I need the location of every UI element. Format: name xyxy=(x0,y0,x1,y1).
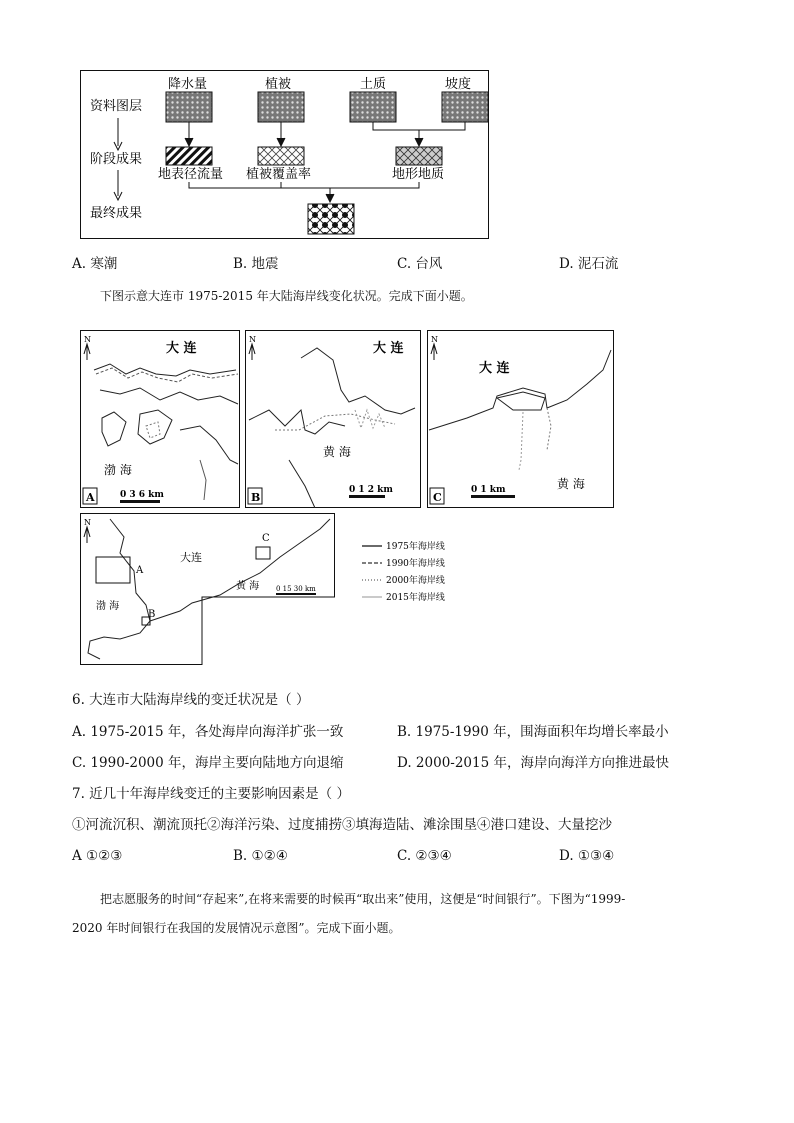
stage-label-coverage: 植被覆盖率 xyxy=(246,167,312,182)
map-b-city: 大 连 xyxy=(373,341,404,356)
q5-option-a: A. 寒潮 xyxy=(72,256,118,272)
map-b-scale: 0 1 2 km xyxy=(349,485,393,495)
input-label-precipitation: 降水量 xyxy=(168,77,208,92)
overview-sea2: 黄 海 xyxy=(236,581,260,592)
stage-label-terrain: 地形地质 xyxy=(392,167,445,182)
q7-factors: ①河流沉积、潮流顶托②海洋污染、过度捕捞③填海造陆、滩涂围垦④港口建设、大量挖沙 xyxy=(72,817,612,833)
q5-option-b: B. 地震 xyxy=(233,256,279,272)
input-box-precipitation xyxy=(166,92,212,122)
map-a-letter: A xyxy=(86,491,95,504)
q6-option-a: A. 1975-2015 年，各处海岸向海洋扩张一致 xyxy=(72,724,344,740)
input-label-vegetation: 植被 xyxy=(265,77,292,92)
overview-label-a: A xyxy=(136,565,144,576)
map-a-sea: 渤 海 xyxy=(104,463,132,477)
flowchart-figure xyxy=(80,70,490,240)
q5-option-c: C. 台风 xyxy=(397,256,443,272)
map-b-north: N xyxy=(249,335,256,344)
q6-option-c: C. 1990-2000 年，海岸主要向陆地方向退缩 xyxy=(72,755,344,771)
map-c-scale: 0 1 km xyxy=(471,485,506,495)
q7-stem: 7. 近几十年海岸线变迁的主要影响因素是（ ） xyxy=(72,786,350,802)
input-label-soil: 土质 xyxy=(360,77,387,92)
map-c-north: N xyxy=(431,335,438,344)
flowchart-svg xyxy=(80,70,490,240)
q7-option-d: D. ①③④ xyxy=(559,848,615,864)
legend-2015: 2015年海岸线 xyxy=(386,593,445,603)
stage-box-terrain xyxy=(396,147,442,165)
legend-1975: 1975年海岸线 xyxy=(386,542,445,552)
overview-map xyxy=(80,513,335,665)
final-result-box xyxy=(308,204,354,234)
q6-option-b: B. 1975-1990 年，围海面积年均增长率最小 xyxy=(397,724,669,740)
map-b-letter: B xyxy=(251,491,261,504)
row-label-data-layer: 资料图层 xyxy=(90,99,143,114)
row-label-stage: 阶段成果 xyxy=(90,152,143,167)
overview-scale: 0 15 30 km xyxy=(276,585,316,593)
input-box-vegetation xyxy=(258,92,304,122)
map-c xyxy=(427,330,614,508)
input-box-soil xyxy=(350,92,396,122)
map-a-scale: 0 3 6 km xyxy=(120,490,164,500)
q7-option-b: B. ①②④ xyxy=(233,848,288,864)
map-a-city: 大 连 xyxy=(166,341,197,356)
legend xyxy=(362,539,482,609)
stage-box-coverage xyxy=(258,147,304,165)
input-box-slope xyxy=(442,92,488,122)
timebank-intro-line1: 把志愿服务的时间“存起来”,在将来需要的时候再“取出来”使用，这便是“时间银行”。下图为“1999- xyxy=(100,892,626,906)
overview-city: 大连 xyxy=(180,551,202,564)
legend-2000: 2000年海岸线 xyxy=(386,576,445,586)
q5-option-d: D. 泥石流 xyxy=(559,256,619,272)
map-c-sea: 黄 海 xyxy=(557,477,585,491)
map-b-sea: 黄 海 xyxy=(323,445,351,459)
map-b xyxy=(245,330,421,508)
overview-label-b: B xyxy=(148,609,156,620)
map-a-north: N xyxy=(84,335,91,344)
map-c-letter: C xyxy=(433,491,442,504)
legend-1990: 1990年海岸线 xyxy=(386,559,445,569)
timebank-intro-line2: 2020 年时间银行在我国的发展情况示意图”。完成下面小题。 xyxy=(72,921,401,935)
map-a xyxy=(80,330,240,508)
stage-box-runoff xyxy=(166,147,212,165)
dalian-intro: 下图示意大连市 1975-2015 年大陆海岸线变化状况。完成下面小题。 xyxy=(100,289,473,303)
row-label-final: 最终成果 xyxy=(90,206,143,221)
overview-north: N xyxy=(84,518,91,527)
stage-label-runoff: 地表径流量 xyxy=(158,167,224,182)
overview-sea1: 渤 海 xyxy=(96,601,120,612)
q7-option-a: A ①②③ xyxy=(72,848,123,864)
input-label-slope: 坡度 xyxy=(445,77,472,92)
overview-label-c: C xyxy=(262,533,270,544)
q6-option-d: D. 2000-2015 年，海岸向海洋方向推进最快 xyxy=(397,755,669,771)
map-c-city: 大 连 xyxy=(479,361,510,376)
q7-option-c: C. ②③④ xyxy=(397,848,452,864)
q6-stem: 6. 大连市大陆海岸线的变迁状况是（ ） xyxy=(72,692,310,708)
